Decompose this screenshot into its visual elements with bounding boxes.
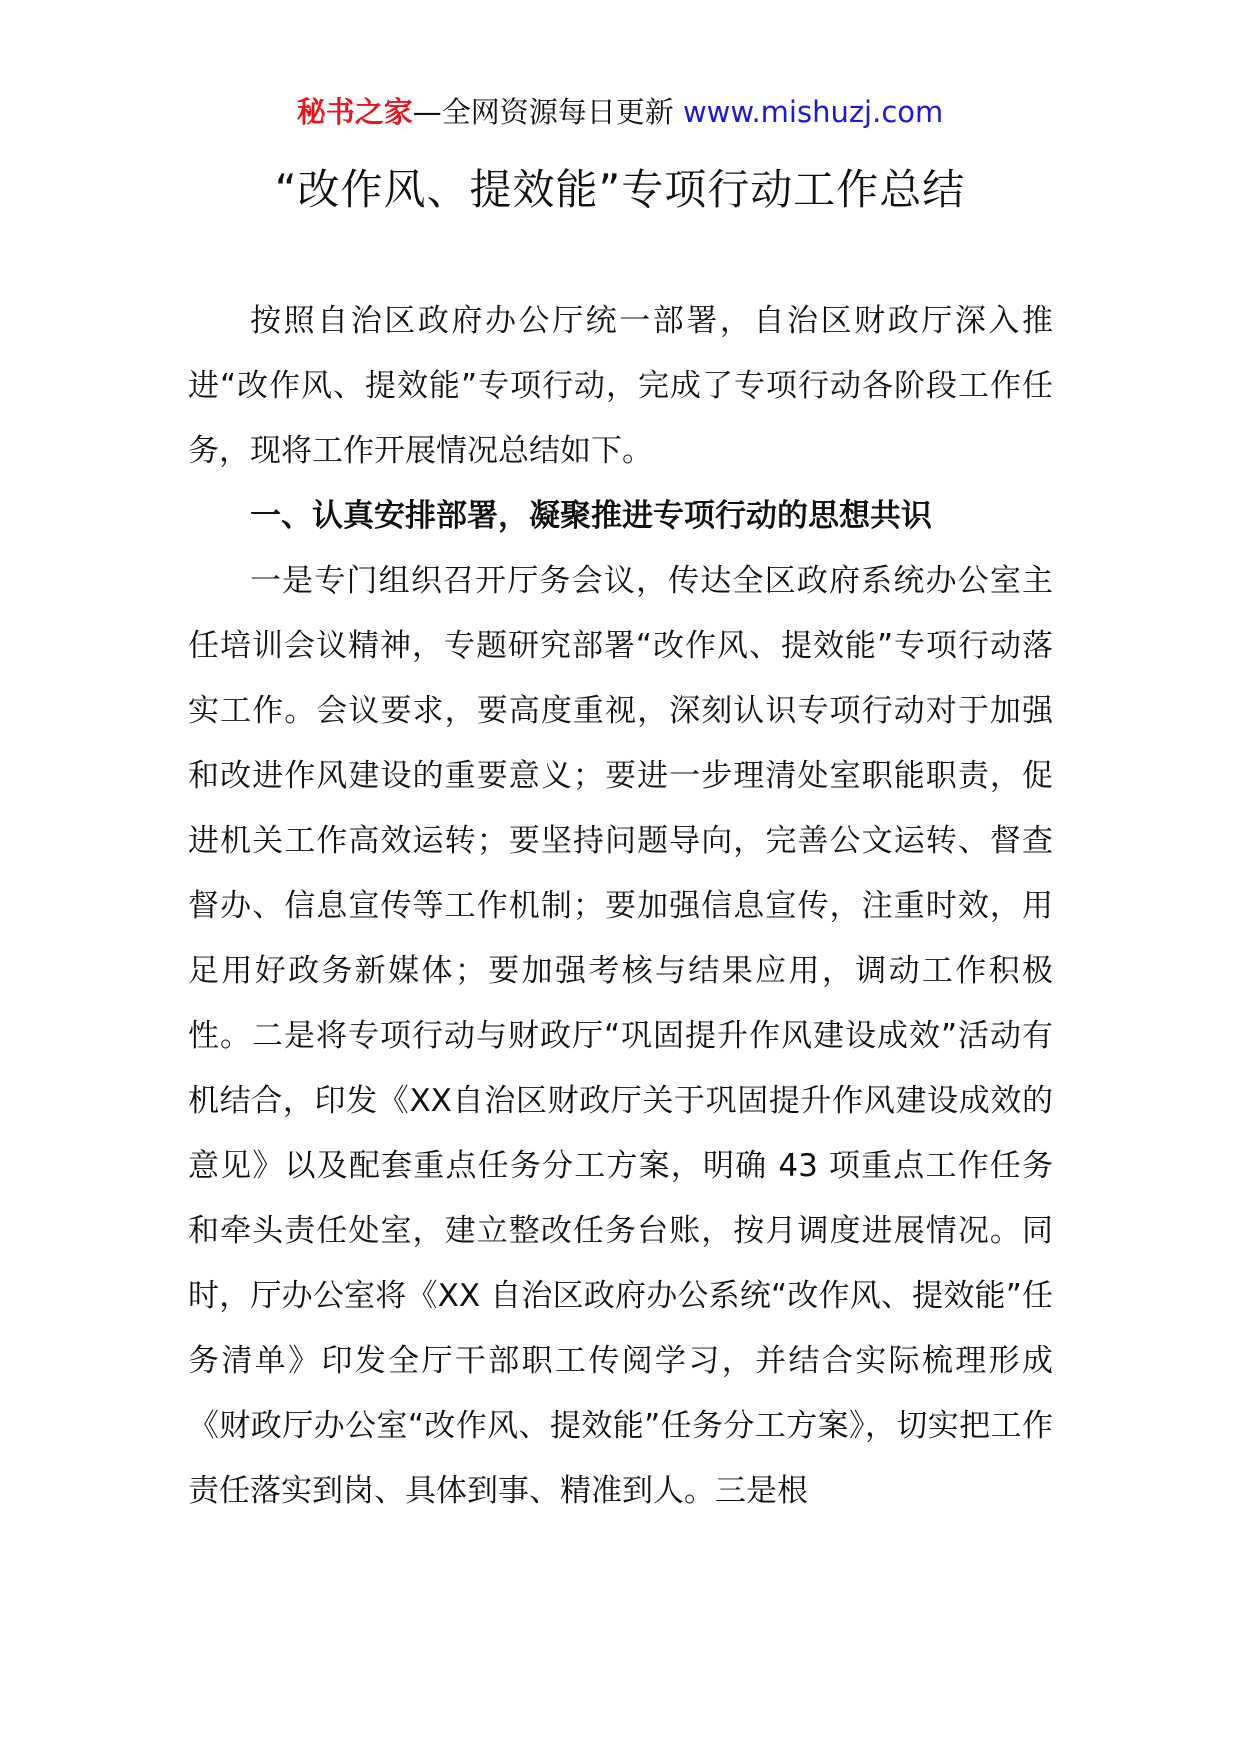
text-line: 清处室职能职责，促进机关工作高效运转；要坚持问题导: [188, 758, 1054, 859]
text-line: 加强信息宣传，注重时效，用足用好政务新媒体；要加强: [188, 888, 1053, 989]
text-line: 专项行动落实工作。会议要求，要高度重视，深刻认识专: [188, 628, 1054, 729]
text-line: 处室，建立整改任务台账，按月调度进展情况。同时，厅: [188, 1213, 1054, 1314]
text-line: 考核与结果应用，调动工作积极性。二是将专项行动与财: [188, 953, 1054, 1054]
document-body: [188, 289, 1053, 1524]
section-heading: [188, 484, 1053, 549]
text-line: 一是专门组织召开厅务会议，传达全区政府系统办公: [250, 563, 990, 599]
text-line: 切实把工作责任落实到岗、具体到事、精准到人。三是根: [188, 1408, 1053, 1509]
text-line: 成《财政厅办公室“改作风、提效能”任务分工方案》，: [188, 1343, 1053, 1444]
text-line: 办公室将《XX 自治区政府办公系统“改作风、提效能”任: [281, 1278, 1054, 1314]
text-line: 一、认真安排部署，凝聚推进专项行动的思想共识: [250, 498, 932, 534]
text-line: 按照自治区政府办公厅统一部署，自治区财政厅深入: [250, 303, 1022, 339]
text-line: 政厅“巩固提升作风建设成效”活动有机结合，印发《XX: [188, 1018, 1053, 1119]
text-line: 向，完善公文运转、督查督办、信息宣传等工作机制；要: [188, 823, 1054, 924]
text-line: 推进“改作风、提效能”专项行动，完成了专项行动各阶: [188, 303, 1053, 404]
site-name: 秘书之家: [296, 95, 413, 129]
text-line: 务清单》印发全厅干部职工传阅学习，并结合实际梳理形: [188, 1343, 1022, 1379]
text-line: 套重点任务分工方案，明确 43 项重点工作任务和牵头责任: [188, 1148, 1054, 1249]
site-url-link[interactable]: www.mishuzj.com: [682, 95, 944, 129]
text-line: 室主任培训会议精神，专题研究部署“改作风、提效能”: [188, 563, 1054, 664]
section-paragraph: [188, 549, 1053, 1524]
site-header: [0, 92, 1240, 132]
site-tagline: —全网资源每日更新: [412, 95, 683, 129]
text-line: 段工作任务，现将工作开展情况总结如下。: [188, 368, 1054, 469]
intro-paragraph: [188, 289, 1053, 484]
text-line: 自治区财政厅关于巩固提升作风建设成效的意见》以及配: [188, 1083, 1053, 1184]
document-title: “改作风、提效能”专项行动工作总结: [274, 165, 966, 214]
text-line: 项行动对于加强和改进作风建设的重要意义；要进一步理: [188, 693, 1054, 794]
